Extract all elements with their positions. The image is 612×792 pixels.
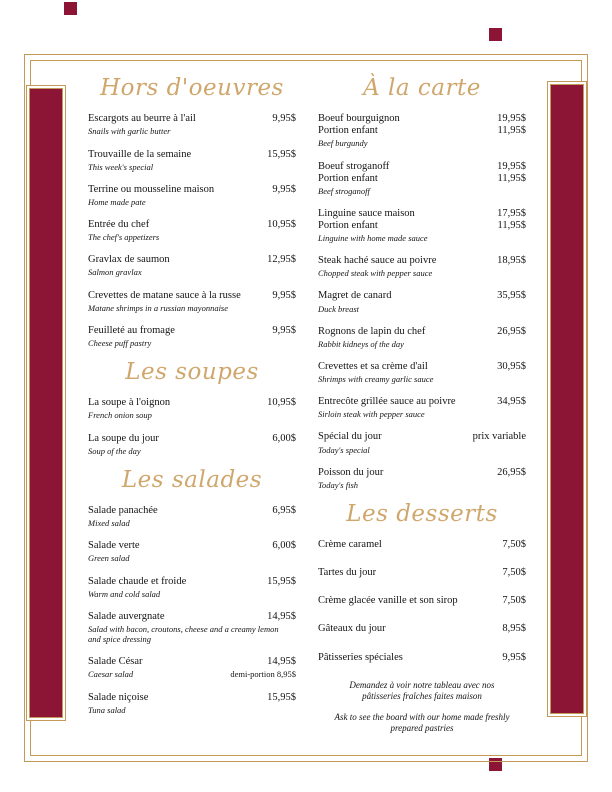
item-price: 19,95$ xyxy=(497,160,526,172)
item-name: La soupe à l'oignon xyxy=(88,397,171,409)
item-name: Boeuf stroganoff xyxy=(318,160,390,172)
item-row xyxy=(88,433,296,445)
menu-item xyxy=(318,290,526,313)
item-price: 14,95$ xyxy=(267,610,296,622)
item-description-row xyxy=(88,126,296,136)
item-description-row xyxy=(318,445,526,455)
item-row xyxy=(318,326,526,338)
item-name: Linguine sauce maison xyxy=(318,207,415,219)
section-title: Hors d'oeuvres xyxy=(100,75,284,101)
item-description-row xyxy=(88,267,296,277)
item-name: Steak haché sauce au poivre xyxy=(318,255,437,267)
item-description-row xyxy=(88,446,296,456)
item-name: Crème caramel xyxy=(318,539,382,551)
item-price: 7,50$ xyxy=(502,595,526,607)
menu-item xyxy=(318,467,526,490)
item-row xyxy=(318,361,526,373)
menu-item xyxy=(88,656,296,680)
item-row xyxy=(318,396,526,408)
menu-sections-right xyxy=(318,76,526,664)
item-description-row xyxy=(88,705,296,715)
item-price: 17,95$ xyxy=(497,207,526,219)
item-price: 9,95$ xyxy=(272,289,296,301)
item-price: 15,95$ xyxy=(267,575,296,587)
item-description-row xyxy=(88,232,296,242)
item-description: Green salad xyxy=(88,553,130,564)
item-name: Salade verte xyxy=(88,540,140,552)
item-row xyxy=(88,576,296,588)
item-row xyxy=(88,397,296,409)
item-description: Linguine with home made sauce xyxy=(318,233,428,244)
item-price: 15,95$ xyxy=(267,148,296,160)
item-price: 12,95$ xyxy=(267,254,296,266)
item-description: Soup of the day xyxy=(88,445,141,456)
item-row xyxy=(318,208,526,220)
item-name: Magret de canard xyxy=(318,290,392,302)
item-name: Trouvaille de la semaine xyxy=(88,148,192,160)
menu-item xyxy=(88,219,296,242)
menu-item xyxy=(88,113,296,136)
item-description-row xyxy=(318,268,526,278)
item-description-row xyxy=(88,197,296,207)
item-description: Caesar salad xyxy=(88,669,134,680)
item-name: Tartes du jour xyxy=(318,567,377,579)
item-row xyxy=(318,161,526,173)
menu-item xyxy=(88,611,296,644)
item-price: 6,00$ xyxy=(272,540,296,552)
item-price: 34,95$ xyxy=(497,396,526,408)
item-description: Matane shrimps in a russian mayonnaise xyxy=(88,302,229,313)
item-price: 9,95$ xyxy=(272,183,296,195)
item-description-row xyxy=(318,409,526,419)
item-price: 11,95$ xyxy=(497,219,526,231)
item-price: 15,95$ xyxy=(267,692,296,704)
item-price: 9,95$ xyxy=(502,651,526,663)
section-title: Les salades xyxy=(121,466,263,493)
item-description-row xyxy=(88,162,296,172)
item-description-row xyxy=(88,589,296,599)
item-description-row xyxy=(318,304,526,314)
item-name: Crevettes et sa crème d'ail xyxy=(318,360,428,372)
item-row xyxy=(318,623,526,635)
menu-item xyxy=(318,652,526,664)
item-row xyxy=(318,467,526,479)
item-description-row xyxy=(88,624,296,644)
item-row xyxy=(318,290,526,302)
item-description: Mixed salad xyxy=(88,518,130,529)
menu-item xyxy=(318,113,526,148)
item-description-row xyxy=(318,186,526,196)
item-price: 11,95$ xyxy=(497,172,526,184)
item-price: 10,95$ xyxy=(267,397,296,409)
item-description: Snails with garlic butter xyxy=(88,126,171,137)
item-name: Crème glacée vanille et son sirop xyxy=(318,595,458,607)
item-name: Portion enfant xyxy=(318,125,378,137)
item-price: 14,95$ xyxy=(267,656,296,668)
menu-item xyxy=(88,576,296,599)
item-name: Spécial du jour xyxy=(318,431,382,443)
item-name: Portion enfant xyxy=(318,172,378,184)
corner-square-top-left xyxy=(64,2,77,15)
item-price: 6,95$ xyxy=(272,505,296,517)
item-half-portion-price: demi-portion 8,95$ xyxy=(230,669,296,680)
section-title: À la carte xyxy=(363,75,481,101)
item-description: Home made pate xyxy=(88,196,146,207)
item-name: Pâtisseries spéciales xyxy=(318,651,403,663)
item-row xyxy=(318,220,526,232)
item-name: Poisson du jour xyxy=(318,466,384,478)
menu-item xyxy=(318,161,526,196)
item-description-row xyxy=(88,410,296,420)
item-price: prix variable xyxy=(472,431,526,443)
item-row xyxy=(318,431,526,443)
item-row xyxy=(318,567,526,579)
item-description-row xyxy=(88,338,296,348)
item-description: Sirloin steak with pepper sauce xyxy=(318,409,425,420)
item-row xyxy=(318,113,526,125)
item-price: 26,95$ xyxy=(497,466,526,478)
item-row xyxy=(88,290,296,302)
maroon-bar-right xyxy=(550,84,584,714)
section-title: Les desserts xyxy=(346,500,498,527)
menu-item xyxy=(318,396,526,419)
menu-item xyxy=(318,326,526,349)
item-name: Entrecôte grillée sauce au poivre xyxy=(318,396,456,408)
item-name: Escargots au beurre à l'ail xyxy=(88,113,196,125)
menu-item xyxy=(88,254,296,277)
corner-square-bottom-right xyxy=(489,758,502,771)
item-description: Salad with bacon, croutons, cheese and a creamy lemon and spice dressing xyxy=(88,623,279,645)
item-name: Rognons de lapin du chef xyxy=(318,325,426,337)
item-name: Feuilleté au fromage xyxy=(88,324,175,336)
item-price: 19,95$ xyxy=(497,113,526,125)
item-row xyxy=(318,255,526,267)
menu-item xyxy=(318,361,526,384)
item-description: French onion soup xyxy=(88,410,152,421)
item-description: This week's special xyxy=(88,161,154,172)
item-name: La soupe du jour xyxy=(88,432,159,444)
item-description-row xyxy=(318,233,526,243)
item-description-row xyxy=(318,339,526,349)
menu-item xyxy=(88,692,296,715)
item-name: Salade auvergnate xyxy=(88,610,165,622)
item-price: 9,95$ xyxy=(272,324,296,336)
menu-item xyxy=(88,184,296,207)
item-price: 35,95$ xyxy=(497,290,526,302)
item-row xyxy=(88,149,296,161)
item-description-row xyxy=(88,669,296,680)
item-row xyxy=(318,652,526,664)
item-row xyxy=(88,325,296,337)
item-price: 11,95$ xyxy=(497,125,526,137)
item-row xyxy=(88,540,296,552)
item-name: Gravlax de saumon xyxy=(88,254,170,266)
item-price: 10,95$ xyxy=(267,219,296,231)
item-row xyxy=(88,113,296,125)
menu-item xyxy=(318,623,526,635)
item-price: 9,95$ xyxy=(272,113,296,125)
menu-item xyxy=(88,290,296,313)
item-description: Today's special xyxy=(318,444,370,455)
menu-item xyxy=(318,208,526,243)
footnote-english: Ask to see the board with our home made freshly prepared pastries xyxy=(334,712,510,734)
menu-item xyxy=(318,255,526,278)
item-description-row xyxy=(318,374,526,384)
item-description-row xyxy=(88,518,296,528)
item-name: Salade niçoise xyxy=(88,692,149,704)
item-row xyxy=(318,595,526,607)
menu-column-left xyxy=(88,76,296,727)
item-description: Beef stroganoff xyxy=(318,185,370,196)
item-description-row xyxy=(88,553,296,563)
menu-item xyxy=(318,539,526,551)
item-description: Duck breast xyxy=(318,303,359,314)
item-name: Gâteaux du jour xyxy=(318,623,386,635)
item-description-row xyxy=(88,303,296,313)
item-price: 26,95$ xyxy=(497,325,526,337)
item-description: Warm and cold salad xyxy=(88,588,161,599)
item-name: Salade César xyxy=(88,656,143,668)
item-price: 8,95$ xyxy=(502,623,526,635)
menu-column-right xyxy=(318,76,526,745)
menu-item xyxy=(88,433,296,456)
item-name: Salade panachée xyxy=(88,505,158,517)
item-description: Rabbit kidneys of the day xyxy=(318,338,404,349)
menu-sections-left xyxy=(88,76,296,715)
corner-square-top-right xyxy=(489,28,502,41)
item-description: Today's fish xyxy=(318,479,359,490)
item-row xyxy=(88,254,296,266)
item-row xyxy=(88,219,296,231)
item-row xyxy=(318,125,526,137)
item-description: Tuna salad xyxy=(88,705,126,716)
item-description-row xyxy=(318,138,526,148)
item-name: Entrée du chef xyxy=(88,219,150,231)
menu-item xyxy=(88,540,296,563)
menu-item xyxy=(318,431,526,454)
item-description: Cheese puff pastry xyxy=(88,337,152,348)
item-row xyxy=(318,173,526,185)
item-price: 7,50$ xyxy=(502,567,526,579)
item-name: Terrine ou mousseline maison xyxy=(88,183,215,195)
item-price: 6,00$ xyxy=(272,432,296,444)
maroon-bar-left xyxy=(29,88,63,718)
item-description: Beef burgundy xyxy=(318,138,368,149)
menu-item xyxy=(318,567,526,579)
menu-item xyxy=(88,505,296,528)
item-name: Salade chaude et froide xyxy=(88,575,187,587)
menu-item xyxy=(88,397,296,420)
footnote xyxy=(318,680,526,735)
menu-item xyxy=(88,149,296,172)
item-price: 7,50$ xyxy=(502,539,526,551)
item-description: Salmon gravlax xyxy=(88,267,142,278)
menu-item xyxy=(88,325,296,348)
item-row xyxy=(88,184,296,196)
item-row xyxy=(88,611,296,623)
footnote-french: Demandez à voir notre tableau avec nos pâtisseries fraîches faites maison xyxy=(349,679,495,701)
item-row xyxy=(318,539,526,551)
item-description: The chef's appetizers xyxy=(88,232,160,243)
item-name: Boeuf bourguignon xyxy=(318,113,400,125)
item-price: 18,95$ xyxy=(497,255,526,267)
item-description: Shrimps with creamy garlic sauce xyxy=(318,374,434,385)
item-description-row xyxy=(318,480,526,490)
item-description: Chopped steak with pepper sauce xyxy=(318,268,433,279)
item-price: 30,95$ xyxy=(497,360,526,372)
menu-item xyxy=(318,595,526,607)
item-row xyxy=(88,505,296,517)
item-row xyxy=(88,656,296,668)
section-title: Les soupes xyxy=(125,359,259,386)
item-name: Crevettes de matane sauce à la russe xyxy=(88,289,241,301)
item-name: Portion enfant xyxy=(318,219,378,231)
item-row xyxy=(88,692,296,704)
